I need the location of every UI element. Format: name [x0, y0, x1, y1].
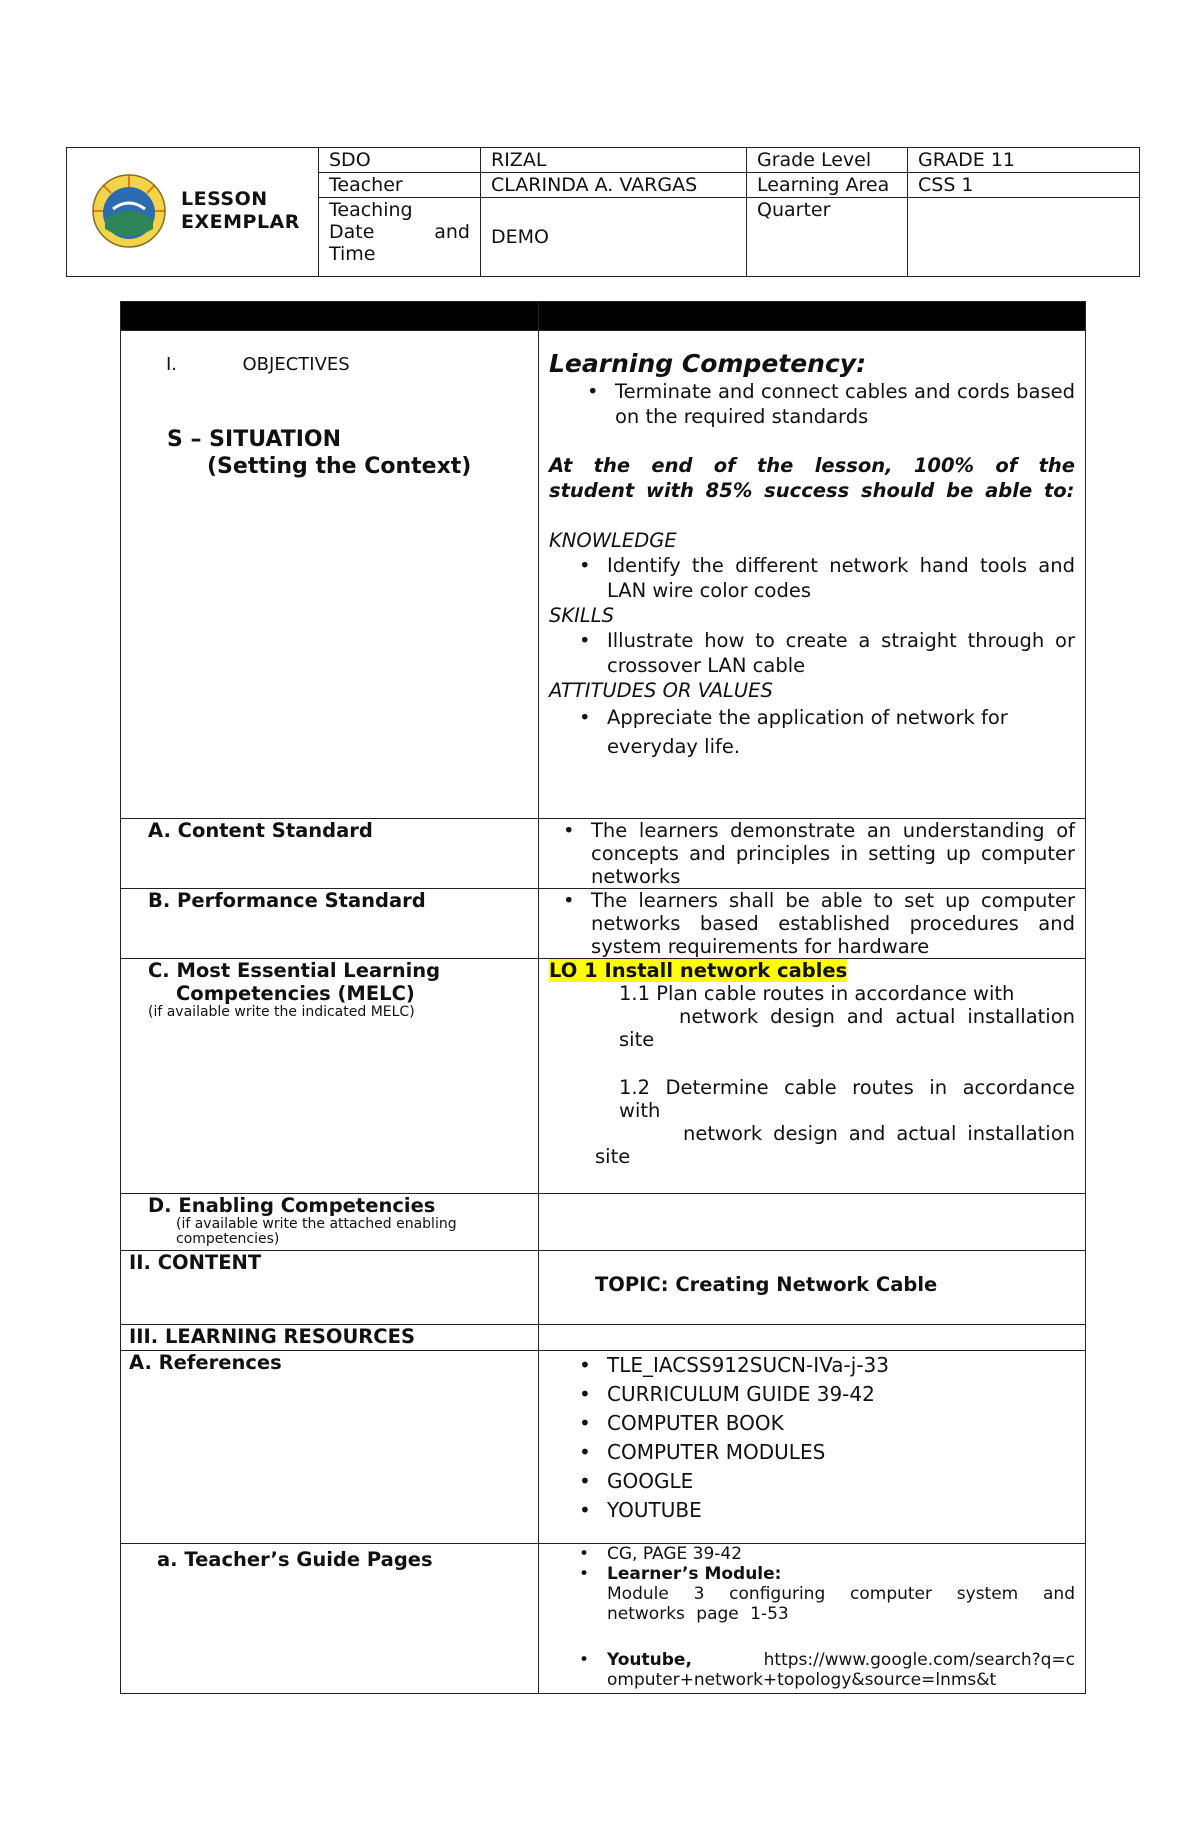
lesson-title-line2: EXEMPLAR	[181, 211, 300, 233]
competency-item: • Terminate and connect cables and cords based on the required standards	[571, 379, 1075, 429]
performance-standard-label: B. Performance Standard	[121, 889, 539, 959]
content-row	[121, 1251, 1086, 1325]
teacher-value: CLARINDA A. VARGAS	[481, 173, 747, 198]
references-row	[121, 1351, 1086, 1544]
objectives-right-cell	[539, 331, 1086, 819]
melc-item2-a: 1.2 Determine cable routes in accordance with	[619, 1076, 1075, 1122]
teaching-date-label-2a: Date	[329, 221, 375, 243]
objectives-numeral: I.	[166, 354, 178, 375]
learning-competency-heading: Learning Competency:	[549, 349, 867, 378]
quarter-label: Quarter	[747, 198, 908, 277]
table-header-bar	[121, 302, 1086, 331]
reference-item: • GOOGLE	[563, 1467, 1075, 1496]
enabling-value	[539, 1194, 1086, 1251]
teaching-date-label	[319, 198, 481, 277]
teaching-date-label-3: Time	[329, 243, 376, 265]
tg-item-cg: • CG, PAGE 39-42	[563, 1544, 1075, 1564]
teaching-date-label-2b: and	[434, 221, 470, 243]
references-list-cell	[539, 1351, 1086, 1544]
enabling-label-cell	[121, 1194, 539, 1251]
objectives-row	[121, 331, 1086, 819]
references-label: A. References	[121, 1351, 539, 1544]
reference-item: • YOUTUBE	[563, 1496, 1075, 1525]
melc-item1-b: network design and actual installation	[679, 1005, 1075, 1028]
situation-subheading: (Setting the Context)	[207, 454, 472, 479]
tg-item-youtube	[563, 1650, 1075, 1690]
learning-resources-label: III. LEARNING RESOURCES	[121, 1325, 539, 1351]
content-standard-row	[121, 819, 1086, 889]
melc-row	[121, 959, 1086, 1194]
melc-lo-highlight: LO 1 Install network cables	[549, 959, 848, 982]
content-topic: TOPIC: Creating Network Cable	[595, 1273, 938, 1296]
melc-item1-c: site	[619, 1028, 655, 1051]
content-standard-value: • The learners demonstrate an understanding of concepts and principles in setting up computer networks	[547, 819, 1075, 888]
knowledge-label: KNOWLEDGE	[549, 529, 677, 552]
teaching-date-value: DEMO	[481, 198, 747, 277]
grade-level-value: GRADE 11	[908, 148, 1140, 173]
header-table	[66, 147, 1140, 277]
learning-area-value: CSS 1	[908, 173, 1140, 198]
objectives-goal: At the end of the lesson, 100% of the student with 85% success should be able to:	[549, 454, 1075, 502]
melc-item2-b: network design and actual installation	[683, 1122, 1075, 1145]
teachers-guide-label: a. Teacher’s Guide Pages	[121, 1544, 539, 1694]
enabling-label: D. Enabling Competencies	[148, 1194, 436, 1217]
objectives-left-cell	[121, 331, 539, 819]
performance-standard-row	[121, 889, 1086, 959]
teachers-guide-cell	[539, 1544, 1086, 1694]
melc-note: (if available write the indicated MELC)	[148, 1004, 415, 1020]
melc-item2-c: site	[595, 1145, 631, 1168]
sdo-label: SDO	[319, 148, 481, 173]
melc-label-2: Competencies (MELC)	[176, 982, 415, 1005]
tg-learners-module-label: • Learner’s Module:	[607, 1564, 782, 1584]
tg-item-learners-module	[563, 1564, 1075, 1624]
grade-level-label: Grade Level	[747, 148, 908, 173]
reference-item: • COMPUTER BOOK	[563, 1409, 1075, 1438]
melc-item1-a: 1.1 Plan cable routes in accordance with	[619, 982, 1015, 1005]
enabling-row	[121, 1194, 1086, 1251]
tg-youtube-label: Youtube,	[607, 1650, 692, 1670]
lesson-main-table	[120, 301, 1086, 1694]
situation-heading: S – SITUATION	[167, 427, 342, 452]
attitudes-label: ATTITUDES OR VALUES	[549, 679, 773, 702]
learning-area-label: Learning Area	[747, 173, 908, 198]
teachers-guide-row	[121, 1544, 1086, 1694]
melc-label-cell	[121, 959, 539, 1194]
teaching-date-label-1: Teaching	[329, 199, 413, 221]
deped-seal-logo	[91, 173, 167, 249]
performance-standard-value: • The learners shall be able to set up computer networks based established procedures and system requirements for hardware	[547, 889, 1075, 958]
skills-label: SKILLS	[549, 604, 615, 627]
content-standard-label: A. Content Standard	[121, 819, 539, 889]
sdo-value: RIZAL	[481, 148, 747, 173]
learning-resources-row	[121, 1325, 1086, 1351]
melc-label-1: C. Most Essential Learning	[148, 959, 441, 982]
logo-title-cell	[67, 148, 319, 277]
lesson-title-line1: LESSON	[181, 188, 268, 210]
skills-item: • Illustrate how to create a straight through or crossover LAN cable	[563, 628, 1075, 678]
objectives-label: OBJECTIVES	[242, 354, 350, 375]
attitudes-item: • Appreciate the application of network for everyday life.	[563, 703, 1075, 761]
reference-item: • TLE_IACSS912SUCN-IVa-j-33	[563, 1351, 1075, 1380]
tg-youtube-link[interactable]: https://www.google.com/search?q=computer+network+topology&source=lnms&t	[607, 1650, 1076, 1690]
knowledge-item: • Identify the different network hand tools and LAN wire color codes	[563, 553, 1075, 603]
teacher-label: Teacher	[319, 173, 481, 198]
reference-item: • COMPUTER MODULES	[563, 1438, 1075, 1467]
tg-learners-module-text: Module 3 configuring computer system and networks page 1-53	[607, 1584, 1075, 1624]
reference-item: • CURRICULUM GUIDE 39-42	[563, 1380, 1075, 1409]
quarter-value	[908, 198, 1140, 277]
melc-value-cell	[539, 959, 1086, 1194]
content-label: II. CONTENT	[121, 1251, 539, 1325]
enabling-note: (if available write the attached enabling competencies)	[176, 1216, 457, 1247]
